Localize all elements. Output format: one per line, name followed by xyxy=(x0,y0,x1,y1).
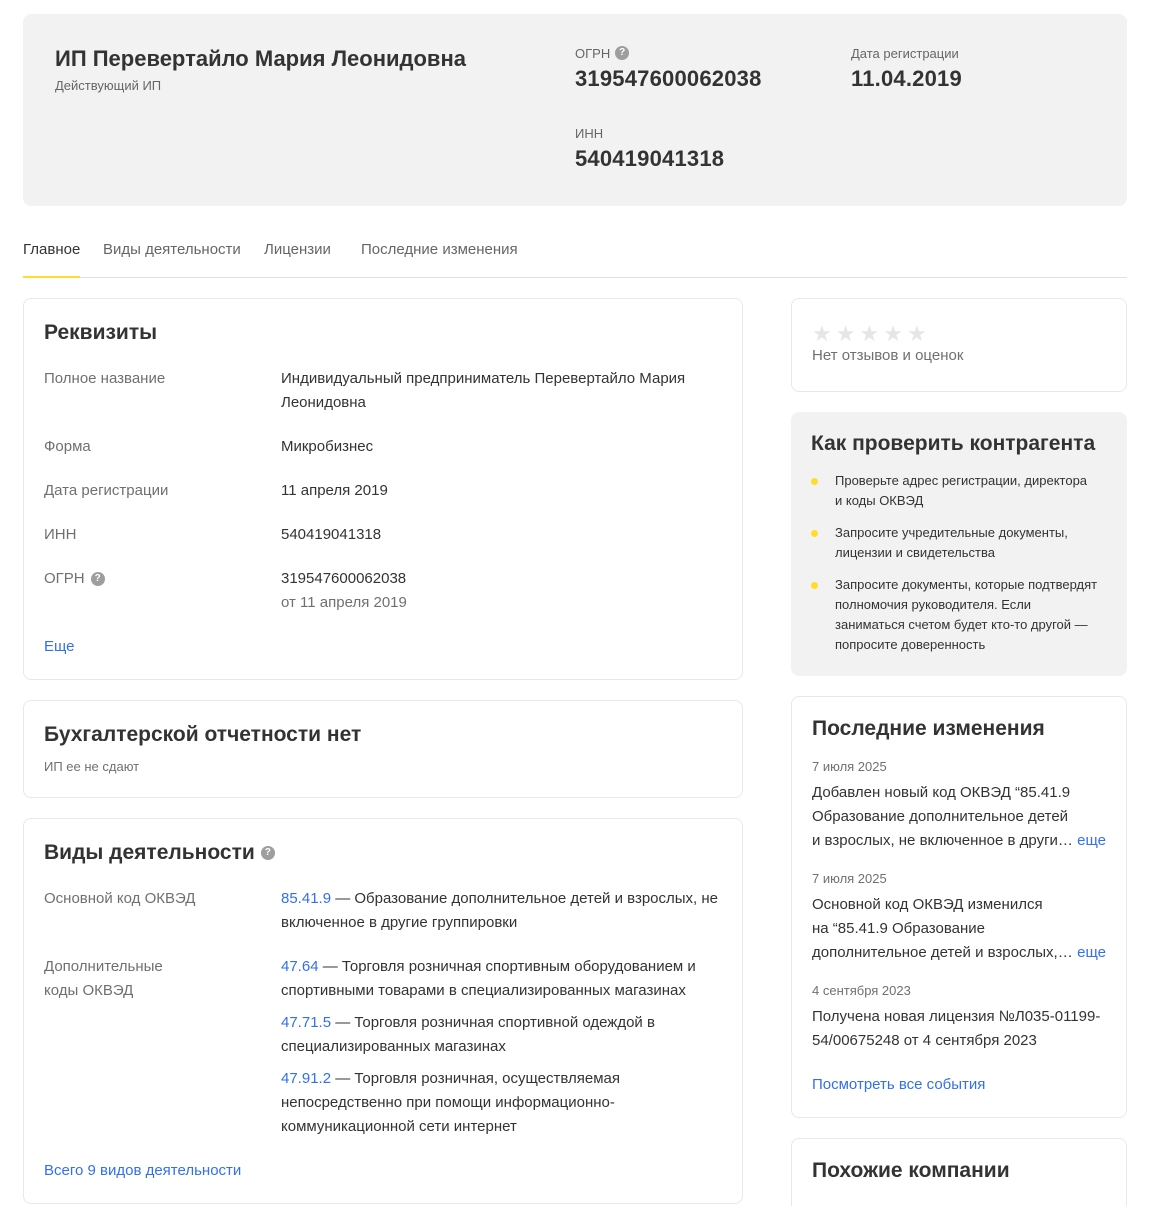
tip-line: полномочия руководителя. Если xyxy=(835,597,1032,612)
reviews-card xyxy=(791,298,1127,392)
inn-value: 540419041318 xyxy=(281,526,382,543)
inn-label: ИНН xyxy=(44,526,77,543)
recent-changes-card xyxy=(791,696,1127,1118)
activities-title-row xyxy=(44,841,275,865)
full-name-label: Полное название xyxy=(44,370,166,387)
event-line: Образование дополнительное детей xyxy=(812,808,1069,825)
okved-description: спортивными товарами в специализированных магазинах xyxy=(281,982,686,999)
check-tip xyxy=(835,523,1107,563)
full-name-line: Леонидовна xyxy=(281,394,366,411)
rating-stars[interactable] xyxy=(812,321,927,347)
star-icon: ★ xyxy=(859,321,880,346)
event-more-link[interactable]: еще xyxy=(1077,832,1106,849)
full-name-value xyxy=(281,367,721,415)
tip-line: Проверьте адрес регистрации, директора xyxy=(835,473,1088,488)
event-date: 7 июля 2025 xyxy=(812,871,887,886)
hero-reg-date xyxy=(851,44,962,92)
reg-date-label: Дата регистрации xyxy=(44,482,169,499)
event-text xyxy=(812,893,1108,965)
hero-ogrn-value: 319547600062038 xyxy=(575,66,762,91)
full-name-line: Индивидуальный предприниматель Перевертайло Мария xyxy=(281,370,686,387)
all-activities-link[interactable]: Всего 9 видов деятельности xyxy=(44,1162,242,1179)
all-events-link[interactable]: Посмотреть все события xyxy=(812,1076,986,1093)
changes-title: Последние изменения xyxy=(812,717,1045,740)
event-line: 54/00675248 от 4 сентября 2023 xyxy=(812,1032,1037,1049)
activities-card xyxy=(23,818,743,1204)
check-title: Как проверить контрагента xyxy=(811,432,1096,455)
okved-description: — Торговля розничная, осуществляемая xyxy=(331,1070,621,1087)
event-line: Добавлен новый код ОКВЭД “85.41.9 xyxy=(812,784,1071,801)
help-icon[interactable]: ? xyxy=(261,846,275,860)
bullet-dot xyxy=(811,530,818,537)
accounting-note: ИП ее не сдают xyxy=(44,759,140,774)
accounting-card xyxy=(23,700,743,798)
extra-okved-item xyxy=(281,955,721,1003)
event-line: и взрослых, не включенное в други… xyxy=(812,832,1073,849)
check-tip xyxy=(835,471,1107,511)
form-value: Микробизнес xyxy=(281,438,374,455)
bullet-dot xyxy=(811,478,818,485)
hero-reg-value: 11.04.2019 xyxy=(851,66,962,91)
ogrn-label: ОГРН xyxy=(44,570,85,587)
company-name: ИП Перевертайло Мария Леонидовна xyxy=(55,46,466,71)
okved-description: включенное в другие группировки xyxy=(281,914,518,931)
event-text xyxy=(812,781,1108,853)
tab-activities[interactable]: Виды деятельности xyxy=(103,241,241,258)
tip-line: Запросите учредительные документы, xyxy=(835,525,1068,540)
requisites-title: Реквизиты xyxy=(44,321,158,344)
tip-line: попросите доверенность xyxy=(835,637,986,652)
form-label: Форма xyxy=(44,438,91,455)
tip-line: заниматься счетом будет кто-то другой — xyxy=(835,617,1088,632)
okved-description: — Образование дополнительное детей и взрослых, не xyxy=(331,890,719,907)
star-icon: ★ xyxy=(906,321,927,346)
okved-code-link[interactable]: 47.91.2 xyxy=(281,1070,332,1087)
okved-description: — Торговля розничная спортивной одеждой в xyxy=(331,1014,655,1031)
bullet-dot xyxy=(811,582,818,589)
event-line: Получена новая лицензия №Л035-01199- xyxy=(812,1008,1101,1025)
event-date: 4 сентября 2023 xyxy=(812,983,911,998)
extra-okved-item xyxy=(281,1067,721,1139)
company-header xyxy=(23,14,1127,206)
event-more-link[interactable]: еще xyxy=(1077,944,1106,961)
ogrn-date: от 11 апреля 2019 xyxy=(281,594,407,611)
okved-description: специализированных магазинах xyxy=(281,1038,506,1055)
tip-line: лицензии и свидетельства xyxy=(835,545,995,560)
main-okved-label: Основной код ОКВЭД xyxy=(44,890,196,907)
extra-okved-label xyxy=(44,955,163,1003)
main-okved-value xyxy=(281,887,721,935)
similar-title: Похожие компании xyxy=(812,1159,1010,1182)
extra-okved-label-line: Дополнительные xyxy=(44,958,163,975)
hero-inn-value: 540419041318 xyxy=(575,146,725,171)
requisites-card xyxy=(23,298,743,680)
okved-description: непосредственно при помощи информационно- xyxy=(281,1094,615,1111)
okved-description: коммуникационной сети интернет xyxy=(281,1118,517,1135)
reviews-empty-text: Нет отзывов и оценок xyxy=(812,347,964,364)
requisites-more-link[interactable]: Еще xyxy=(44,638,75,655)
tip-line: Запросите документы, которые подтвердят xyxy=(835,577,1098,592)
event-text xyxy=(812,1005,1108,1053)
okved-code-link[interactable]: 47.71.5 xyxy=(281,1014,332,1031)
check-tip xyxy=(835,575,1107,655)
event-date: 7 июля 2025 xyxy=(812,759,887,774)
tab-recent-changes[interactable]: Последние изменения xyxy=(361,241,518,258)
event-line: на “85.41.9 Образование xyxy=(812,920,985,937)
hero-ogrn xyxy=(575,44,762,92)
reg-date-value: 11 апреля 2019 xyxy=(281,482,388,499)
activities-title: Виды деятельности xyxy=(44,841,255,864)
ogrn-label-row xyxy=(44,567,105,591)
okved-description: — Торговля розничная спортивным оборудованием и xyxy=(318,958,696,975)
ogrn-value: 319547600062038 xyxy=(281,570,407,587)
star-icon: ★ xyxy=(812,321,832,346)
okved-code-link[interactable]: 47.64 xyxy=(281,958,319,975)
help-icon[interactable]: ? xyxy=(615,46,629,60)
extra-okved-item xyxy=(281,1011,721,1059)
tab-bar xyxy=(23,223,1127,278)
star-icon: ★ xyxy=(883,321,903,346)
check-counterparty-card xyxy=(791,412,1127,676)
company-status: Действующий ИП xyxy=(55,78,162,93)
accounting-title: Бухгалтерской отчетности нет xyxy=(44,723,362,746)
star-icon: ★ xyxy=(835,321,856,346)
tab-licenses[interactable]: Лицензии xyxy=(264,241,331,258)
hero-ogrn-label: ОГРН xyxy=(575,45,611,61)
okved-code-link[interactable]: 85.41.9 xyxy=(281,890,332,907)
hero-reg-label: Дата регистрации xyxy=(851,45,959,61)
event-line: дополнительное детей и взрослых,… xyxy=(812,944,1073,961)
tab-main[interactable]: Главное xyxy=(23,241,80,278)
event-line: Основной код ОКВЭД изменился xyxy=(812,896,1043,913)
help-icon[interactable]: ? xyxy=(91,572,105,586)
tip-line: и коды ОКВЭД xyxy=(835,493,924,508)
hero-inn-label: ИНН xyxy=(575,125,604,141)
hero-inn xyxy=(575,124,724,172)
extra-okved-label-line: коды ОКВЭД xyxy=(44,982,134,999)
similar-companies-card xyxy=(791,1138,1127,1206)
